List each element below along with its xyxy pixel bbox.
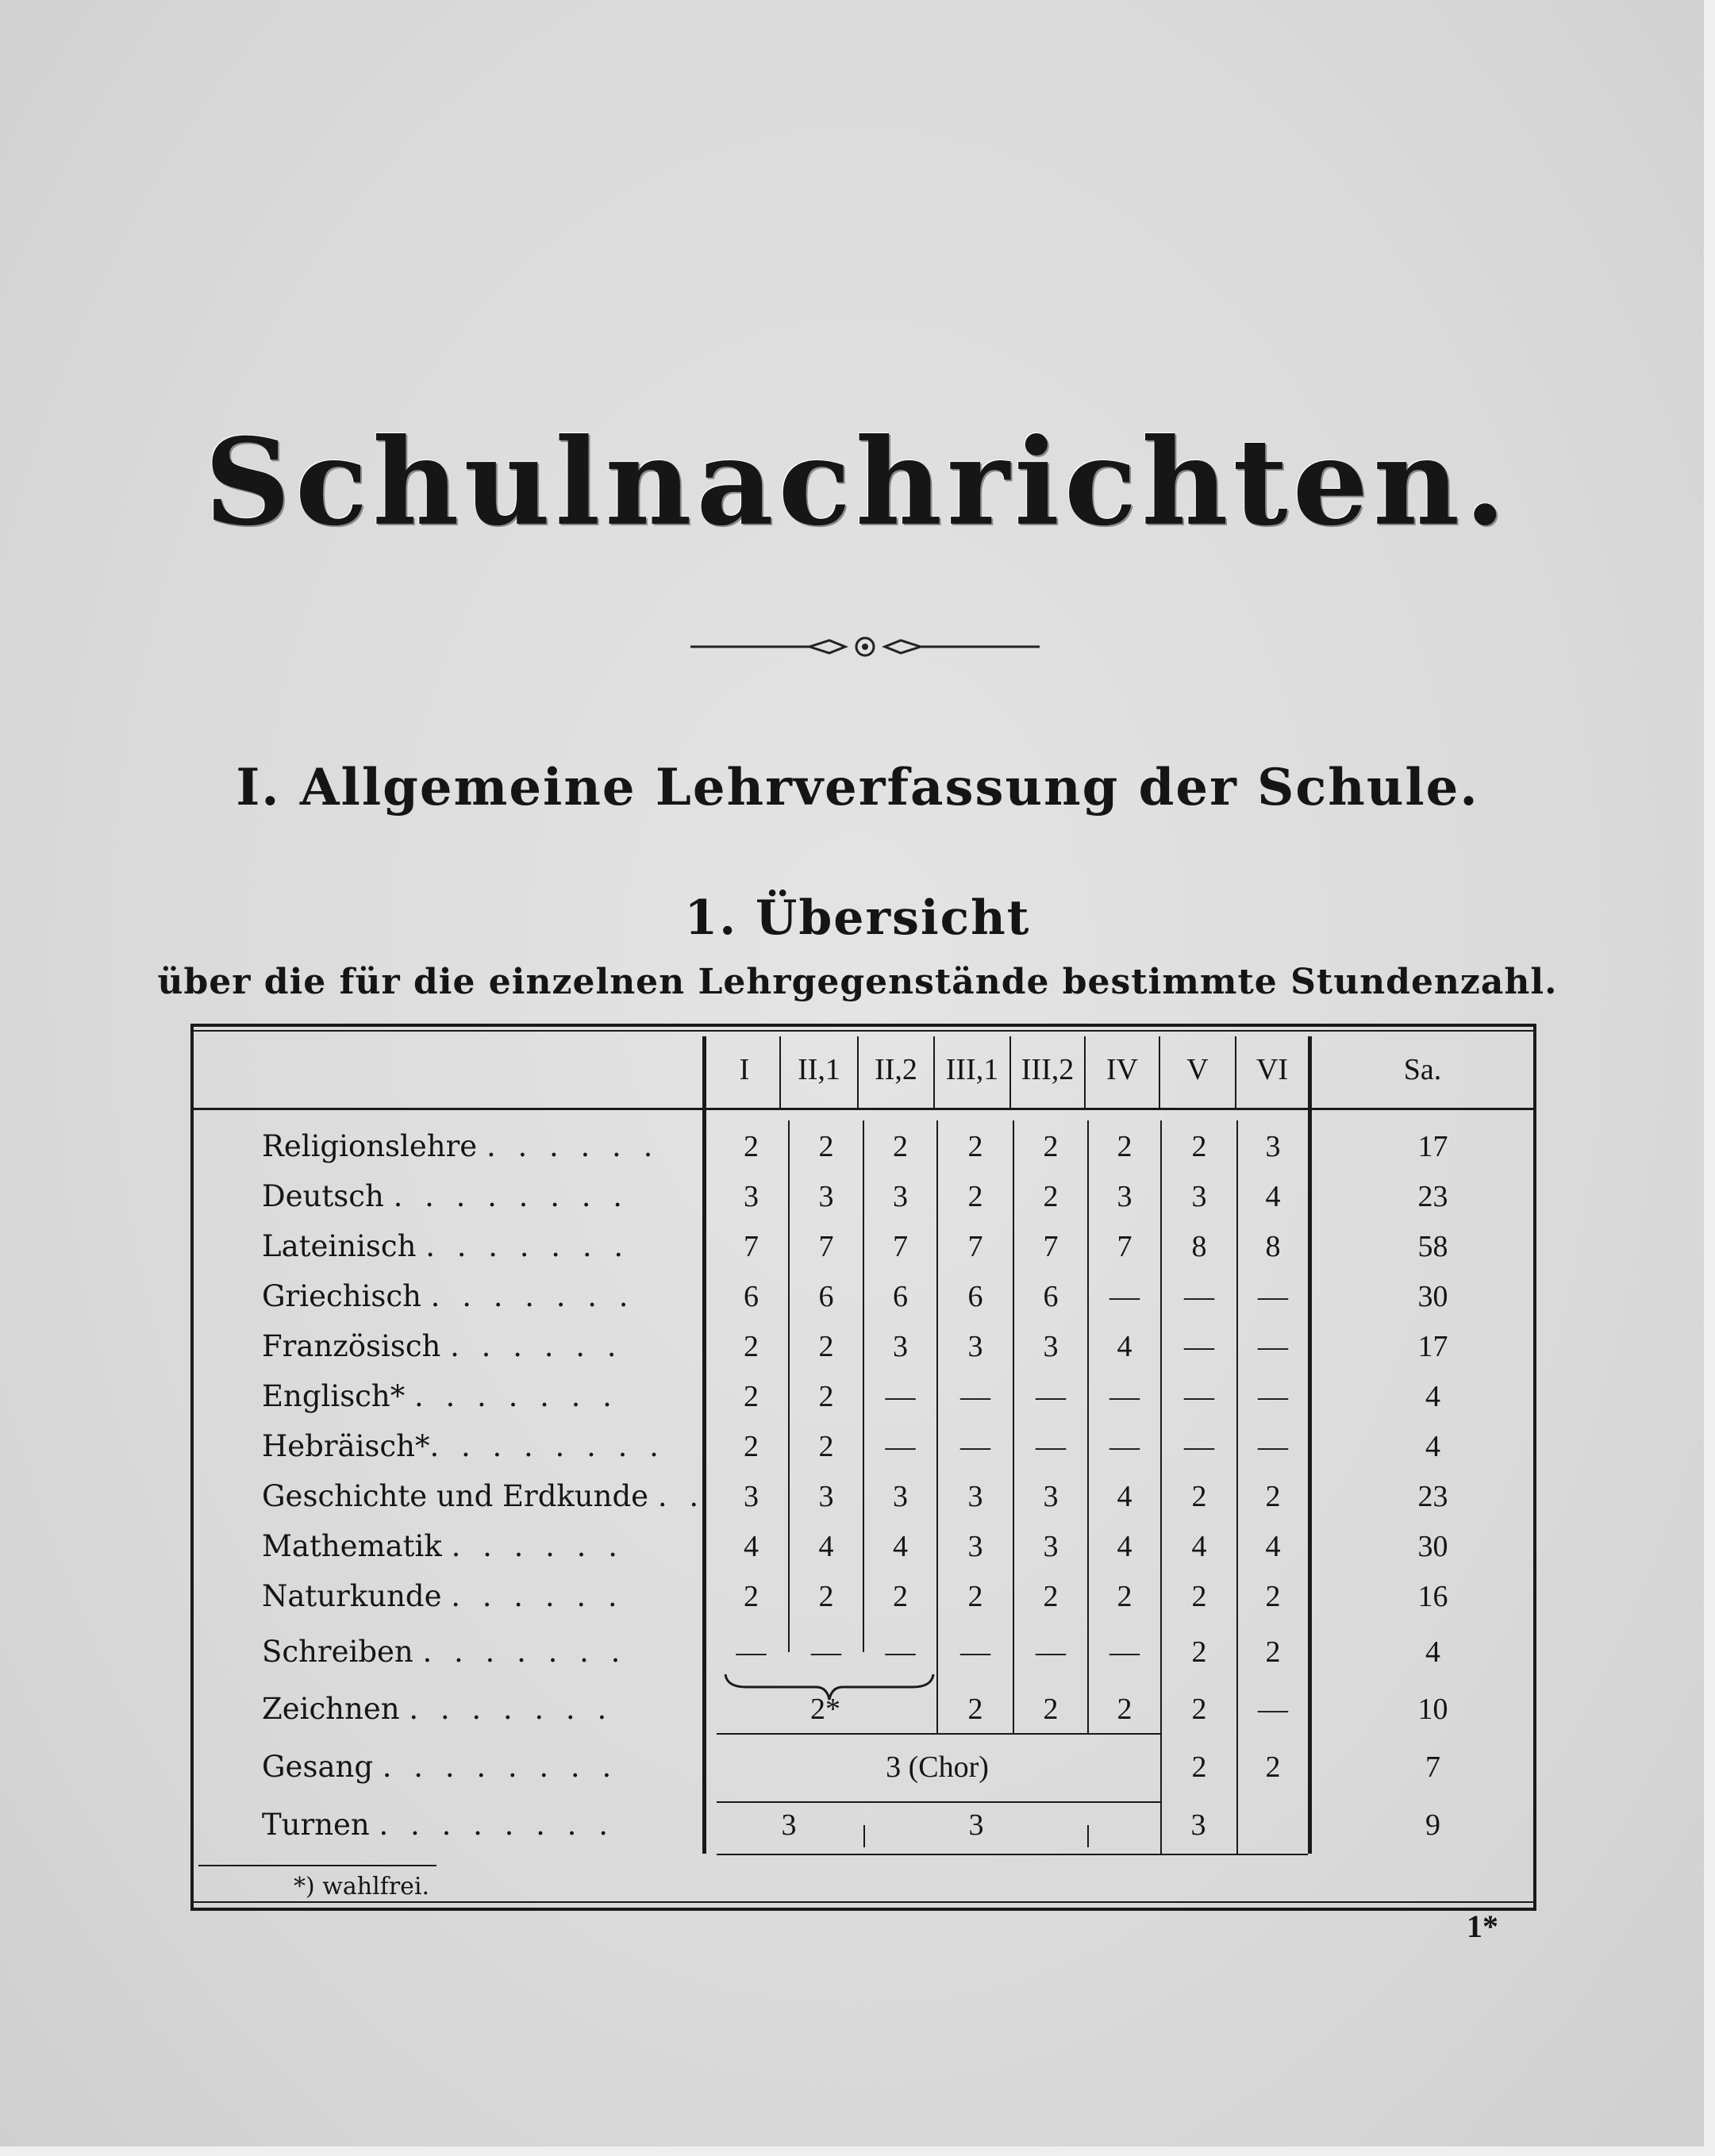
table-cell: 7 <box>893 1230 908 1263</box>
row-label: Naturkunde <box>262 1579 442 1613</box>
table-cell: — <box>736 1635 767 1669</box>
table-cell: 3 <box>1043 1480 1059 1513</box>
table-cell: 3 <box>967 1530 983 1563</box>
table-cell: 2 <box>1117 1580 1132 1613</box>
table-cell: 3 <box>744 1180 759 1213</box>
row-label: Geschichte und Erdkunde <box>262 1479 649 1513</box>
row-sum: 7 <box>1425 1751 1440 1784</box>
table-cell: — <box>1184 1330 1214 1363</box>
table-cell: 2 <box>818 1430 834 1463</box>
table-cell: — <box>1258 1380 1288 1413</box>
row-label: Französisch <box>262 1329 441 1363</box>
table-cell: 4 <box>818 1530 834 1563</box>
row-sum: 17 <box>1417 1330 1448 1363</box>
table-cell: 3 <box>744 1480 759 1513</box>
table-cell: 2 <box>744 1430 759 1463</box>
row-label: Mathematik <box>262 1529 442 1563</box>
table-cell: 2 <box>1043 1693 1059 1726</box>
table-cell: 4 <box>1191 1530 1207 1563</box>
table-cell: 3 <box>967 1480 983 1513</box>
table-cell-group: 3 <box>781 1808 797 1842</box>
table-cell: 2 <box>818 1380 834 1413</box>
table-cell: — <box>1184 1380 1214 1413</box>
table-cell: 8 <box>1191 1230 1207 1263</box>
table-cell-merged: 2* <box>810 1693 840 1726</box>
table-cell: — <box>1109 1280 1140 1313</box>
table-cell: 3 <box>893 1180 908 1213</box>
row-label: Hebräisch* <box>262 1429 430 1463</box>
table-cell: 3 <box>893 1480 908 1513</box>
row-sum: 58 <box>1417 1230 1448 1263</box>
header-col-VI: VI <box>1255 1053 1289 1086</box>
table-cell: 2 <box>818 1330 834 1363</box>
header-col-III2: III,2 <box>1021 1053 1075 1086</box>
row-label: Englisch* <box>262 1379 406 1413</box>
table-cell: 2 <box>1191 1751 1207 1784</box>
signature-mark: 1* <box>1467 1908 1498 1944</box>
table-cell: 4 <box>744 1530 759 1563</box>
table-cell: — <box>960 1380 990 1413</box>
table-cell: 2 <box>1265 1751 1281 1784</box>
table-cell: 2 <box>1265 1480 1281 1513</box>
table-cell: — <box>1184 1280 1214 1313</box>
table-cell: — <box>1036 1635 1066 1669</box>
table-cell: 2 <box>967 1693 983 1726</box>
table-cell: 7 <box>967 1230 983 1263</box>
table-cell: 2 <box>1265 1580 1281 1613</box>
section-heading: I. Allgemeine Lehrverfassung der Schule. <box>236 758 1479 817</box>
table-cell-group: 3 <box>1190 1808 1206 1842</box>
page-title: Schulnachrichten. <box>204 413 1511 552</box>
table-cell: 3 <box>1043 1330 1059 1363</box>
header-col-I: I <box>739 1053 750 1086</box>
table-cell: — <box>1036 1430 1066 1463</box>
table-cell: 4 <box>893 1530 908 1563</box>
header-col-II1: II,1 <box>798 1053 840 1086</box>
table-cell: 2 <box>1191 1580 1207 1613</box>
table-cell: 4 <box>1117 1330 1132 1363</box>
row-label: Turnen <box>262 1808 370 1842</box>
table-cell: 2 <box>744 1130 759 1163</box>
table-cell: 2 <box>1191 1480 1207 1513</box>
row-sum: 30 <box>1417 1280 1448 1313</box>
table-footnote: *) wahlfrei. <box>294 1873 430 1900</box>
header-col-IV: IV <box>1106 1053 1139 1086</box>
table-cell: 2 <box>893 1580 908 1613</box>
table-cell-merged: 3 (Chor) <box>886 1751 989 1784</box>
table-cell: — <box>885 1430 916 1463</box>
table-cell: 7 <box>1043 1230 1059 1263</box>
row-sum: 4 <box>1425 1380 1440 1413</box>
table-cell: 6 <box>744 1280 759 1313</box>
row-label: Zeichnen <box>262 1692 400 1726</box>
table-cell: 3 <box>1265 1130 1281 1163</box>
table-cell: 3 <box>1043 1530 1059 1563</box>
table-cell: 2 <box>1191 1635 1207 1669</box>
table-caption: über die für die einzelnen Lehrgegenstände bestimmte Stundenzahl. <box>157 962 1558 1002</box>
table-cell: — <box>960 1635 990 1669</box>
table-cell: 3 <box>967 1330 983 1363</box>
table-cell: 2 <box>1117 1130 1132 1163</box>
table-cell: 2 <box>1265 1635 1281 1669</box>
row-label: Lateinisch <box>262 1229 417 1263</box>
table-cell: 3 <box>1191 1180 1207 1213</box>
row-sum: 23 <box>1417 1480 1448 1513</box>
table-cell: 2 <box>1043 1580 1059 1613</box>
table-cell: — <box>1258 1430 1288 1463</box>
table-cell: 2 <box>893 1130 908 1163</box>
table-cell: 2 <box>744 1580 759 1613</box>
table-cell: — <box>1258 1693 1288 1726</box>
table-cell: 3 <box>1117 1180 1132 1213</box>
table-cell: 2 <box>967 1130 983 1163</box>
table-cell: 3 <box>818 1480 834 1513</box>
subheading: 1. Übersicht <box>684 890 1031 946</box>
table-cell: — <box>1184 1430 1214 1463</box>
row-label: Religionslehre <box>262 1129 478 1163</box>
table-cell: 2 <box>818 1580 834 1613</box>
table-cell: 6 <box>1043 1280 1059 1313</box>
table-cell-group: 3 <box>968 1808 984 1842</box>
table-cell: 3 <box>818 1180 834 1213</box>
table-cell: — <box>885 1635 916 1669</box>
table-cell: 2 <box>1191 1693 1207 1726</box>
table-cell: 2 <box>1043 1130 1059 1163</box>
table-cell: 2 <box>744 1380 759 1413</box>
table-cell: — <box>885 1380 916 1413</box>
table-cell: 4 <box>1265 1180 1281 1213</box>
header-col-III1: III,1 <box>945 1053 999 1086</box>
row-label: Griechisch <box>262 1279 421 1313</box>
table-cell: 4 <box>1117 1480 1132 1513</box>
row-sum: 17 <box>1417 1130 1448 1163</box>
header-col-II2: II,2 <box>875 1053 917 1086</box>
table-cell: 4 <box>1265 1530 1281 1563</box>
table-cell: — <box>1258 1280 1288 1313</box>
row-sum: 23 <box>1417 1180 1448 1213</box>
header-col-V: V <box>1186 1053 1209 1086</box>
table-cell: 3 <box>893 1330 908 1363</box>
table-cell: — <box>1036 1380 1066 1413</box>
row-sum: 10 <box>1417 1693 1448 1726</box>
table-cell: — <box>811 1635 841 1669</box>
table-cell: 2 <box>818 1130 834 1163</box>
table-cell: 6 <box>893 1280 908 1313</box>
table-cell: 7 <box>744 1230 759 1263</box>
table-cell: — <box>1109 1635 1140 1669</box>
table-cell: 2 <box>967 1580 983 1613</box>
table-cell: — <box>1258 1330 1288 1363</box>
table-cell: 2 <box>1043 1180 1059 1213</box>
row-sum: 9 <box>1425 1808 1440 1842</box>
table-cell: 4 <box>1117 1530 1132 1563</box>
table-cell: 6 <box>818 1280 834 1313</box>
header-col-sum: Sa. <box>1403 1053 1442 1086</box>
table-cell: 2 <box>744 1330 759 1363</box>
table-cell: — <box>1109 1380 1140 1413</box>
table-cell: 2 <box>967 1180 983 1213</box>
row-label: Gesang <box>262 1750 374 1784</box>
table-cell: 2 <box>1117 1693 1132 1726</box>
table-cell: 6 <box>967 1280 983 1313</box>
table-cell: 7 <box>818 1230 834 1263</box>
row-sum: 4 <box>1425 1635 1440 1669</box>
table-cell: 2 <box>1191 1130 1207 1163</box>
table-cell: — <box>960 1430 990 1463</box>
row-label: Schreiben <box>262 1635 413 1669</box>
row-sum: 16 <box>1417 1580 1448 1613</box>
table-cell: 7 <box>1117 1230 1132 1263</box>
row-sum: 4 <box>1425 1430 1440 1463</box>
row-label: Deutsch <box>262 1179 384 1213</box>
row-sum: 30 <box>1417 1530 1448 1563</box>
table-cell: — <box>1109 1430 1140 1463</box>
table-cell: 8 <box>1265 1230 1281 1263</box>
